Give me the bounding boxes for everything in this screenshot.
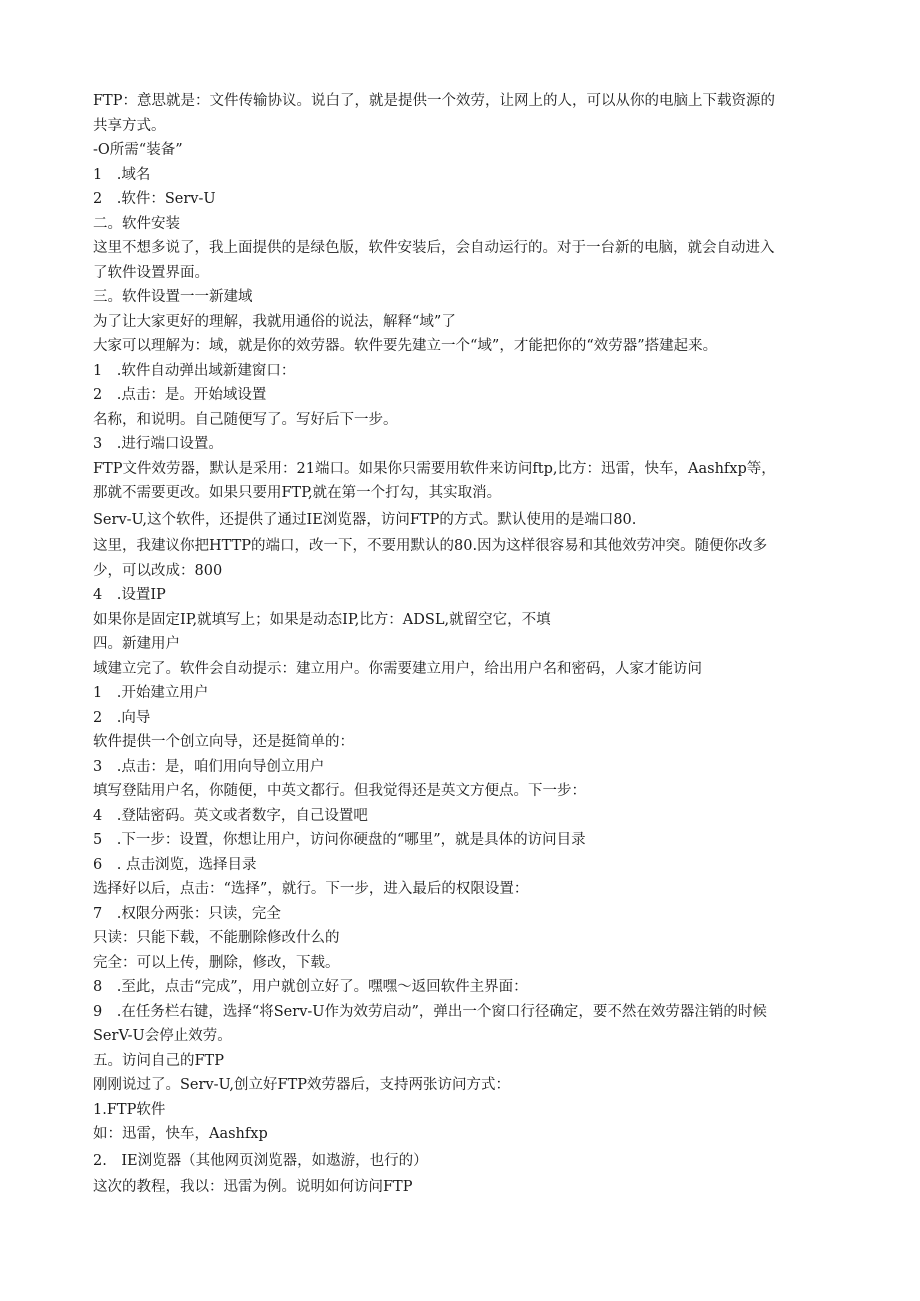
text-line: 为了让大家更好的理解，我就用通俗的说法，解释“域”了 bbox=[93, 313, 456, 330]
text-line: 那就不需要更改。如果只要用FTP,就在第一个打勾，其实取消。 bbox=[93, 485, 502, 501]
text-line: 软件提供一个创立向导，还是挺简单的： bbox=[93, 734, 354, 750]
section-heading: 三。软件设置一一新建域 bbox=[93, 289, 253, 305]
list-item: 1 .域名 bbox=[93, 166, 151, 183]
section-heading: 四。新建用户 bbox=[93, 636, 180, 652]
list-item: 1 .软件自动弹出域新建窗口： bbox=[93, 362, 296, 379]
section-heading: -O所需“装备” bbox=[93, 142, 183, 158]
list-item: 4 .设置IP bbox=[93, 587, 166, 603]
list-item: 1 .开始建立用户 bbox=[93, 685, 209, 701]
list-item: 8 .至此，点击“完成”，用户就创立好了。嘿嘿～返回软件主界面： bbox=[93, 979, 528, 995]
text-line: 如果你是固定IP,就填写上；如果是动态IP,比方：ADSL,就留空它，不填 bbox=[93, 611, 551, 628]
list-item: 7 .权限分两张：只读，完全 bbox=[93, 905, 281, 922]
text-line: 这次的教程，我以：迅雷为例。说明如何访问FTP bbox=[93, 1179, 413, 1195]
list-item: 3 .进行端口设置。 bbox=[93, 436, 223, 452]
list-item: 2 .点击：是。开始域设置 bbox=[93, 387, 267, 403]
text-line: 少，可以改成：800 bbox=[93, 562, 223, 579]
text-line: 名称，和说明。自己随便写了。写好后下一步。 bbox=[93, 411, 398, 428]
list-item: 6 . 点击浏览，选择目录 bbox=[93, 856, 257, 873]
text-line: 如：迅雷，快车，Aashfxp bbox=[93, 1126, 268, 1142]
document-body bbox=[93, 89, 828, 1200]
list-item: 4 .登陆密码。英文或者数字，自己设置吧 bbox=[93, 807, 368, 824]
section-heading: 二。软件安装 bbox=[93, 215, 180, 232]
list-item: 2 .软件：Serv-U bbox=[93, 191, 216, 207]
list-item: 1.FTP软件 bbox=[93, 1101, 166, 1118]
text-line: SerV-U会停止效劳。 bbox=[93, 1028, 232, 1044]
text-line: 这里不想多说了，我上面提供的是绿色版，软件安装后，会自动运行的。对于一台新的电脑，就会自动进入 bbox=[93, 240, 775, 256]
text-line: FTP文件效劳器，默认是采用：21端口。如果你只需要用软件来访问ftp,比方：迅雷，快车，Aashfxp等， bbox=[93, 460, 776, 477]
text-line: 完全：可以上传，删除，修改，下载。 bbox=[93, 954, 340, 971]
list-item: 2. IE浏览器（其他网页浏览器，如遨游，也行的） bbox=[93, 1152, 428, 1169]
text-line: 大家可以理解为：域，就是你的效劳器。软件要先建立一个“域”，才能把你的“效劳器”搭建起来。 bbox=[93, 338, 718, 354]
text-line: 共享方式。 bbox=[93, 117, 166, 134]
text-line: 填写登陆用户名，你随便，中英文都行。但我觉得还是英文方便点。下一步： bbox=[93, 783, 586, 799]
list-item: 3 .点击：是，咱们用向导创立用户 bbox=[93, 758, 325, 775]
text-line: 选择好以后，点击：“选择”，就行。下一步，进入最后的权限设置： bbox=[93, 881, 529, 897]
list-item: 9 .在任务栏右键，选择“将Serv-U作为效劳启动”，弹出一个窗口行径确定，要不然在效劳器注销的时候 bbox=[93, 1003, 767, 1020]
section-heading: 五。访问自己的FTP bbox=[93, 1052, 224, 1069]
text-line: Serv-U,这个软件，还提供了通过IE浏览器，访问FTP的方式。默认使用的是端口80. bbox=[93, 511, 637, 528]
list-item: 5 .下一步：设置，你想让用户，访问你硬盘的“哪里”，就是具体的访问目录 bbox=[93, 832, 586, 848]
text-line: 这里，我建议你把HTTP的端口，改一下，不要用默认的80.因为这样很容易和其他效劳冲突。随便你改多 bbox=[93, 538, 768, 554]
text-line: 只读：只能下载，不能删除修改什么的 bbox=[93, 930, 340, 946]
text-line: FTP：意思就是：文件传输协议。说白了，就是提供一个效劳，让网上的人，可以从你的电脑上下载资源的 bbox=[93, 93, 775, 109]
text-line: 域建立完了。软件会自动提示：建立用户。你需要建立用户，给出用户名和密码，人家才能访问 bbox=[93, 660, 702, 677]
text-line: 刚刚说过了。Serv-U,创立好FTP效劳器后，支持两张访问方式： bbox=[93, 1077, 511, 1093]
text-line: 了软件设置界面。 bbox=[93, 264, 209, 281]
list-item: 2 .向导 bbox=[93, 709, 151, 726]
